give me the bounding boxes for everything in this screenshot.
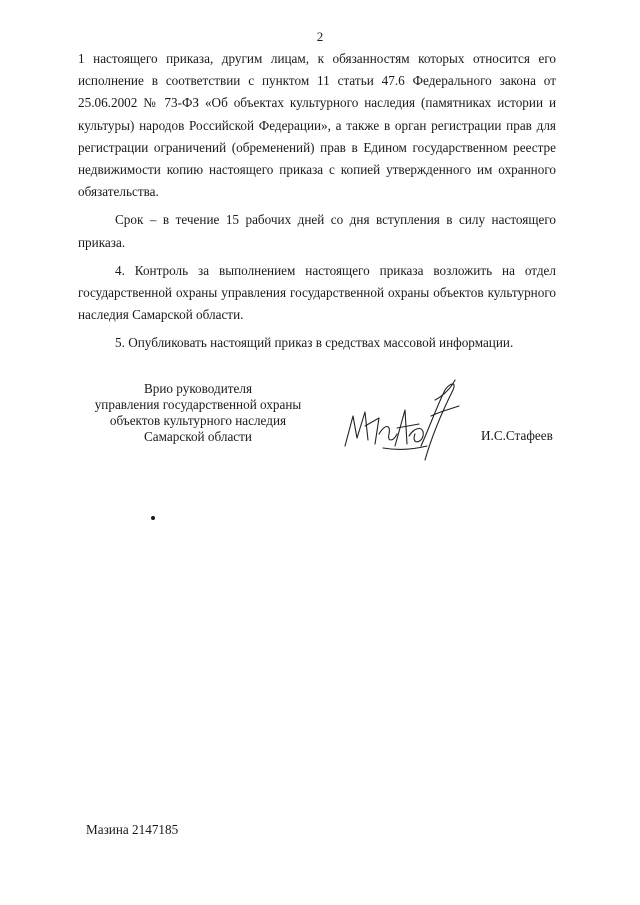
paragraph-item-4: 4. Контроль за выполнением настоящего приказа возложить на отдел государственной охраны управления государственной охраны объектов культурного наследия Самарской области. xyxy=(78,262,556,323)
position-line: управления государственной охраны xyxy=(94,397,302,412)
dot-mark xyxy=(151,516,155,520)
paragraph-item-5: 5. Опубликовать настоящий приказ в средствах массовой информации. xyxy=(115,335,514,351)
document-body xyxy=(78,48,556,355)
paragraph-continuation: 1 настоящего приказа, другим лицам, к обязанностям которых относится его исполнение в соответствии с пунктом 11 статьи 47.6 Федерального закона от 25.06.2002 № 73-ФЗ «Об объектах культурного наследия (памятниках истории и культуры) народов Российской Федерации», а также в орган регистрации прав для регистрации ограничений (обременений) прав в Едином государственном реестре недвижимости копию настоящего приказа с копией утвержденного им охранного обязательства. xyxy=(78,51,556,200)
page-number: 2 xyxy=(316,29,324,44)
signer-name: И.С.Стафеев xyxy=(481,428,553,443)
paragraph-deadline: Срок – в течение 15 рабочих дней со дня вступления в силу настоящего приказа. xyxy=(78,212,556,250)
position-line: Врио руководителя xyxy=(143,381,253,396)
handwritten-signature xyxy=(335,376,465,466)
position-line: объектов культурного наследия xyxy=(109,413,287,428)
signatory-position xyxy=(78,381,318,445)
position-line: Самарской области xyxy=(144,429,252,444)
executor-info: Мазина 2147185 xyxy=(86,822,179,837)
